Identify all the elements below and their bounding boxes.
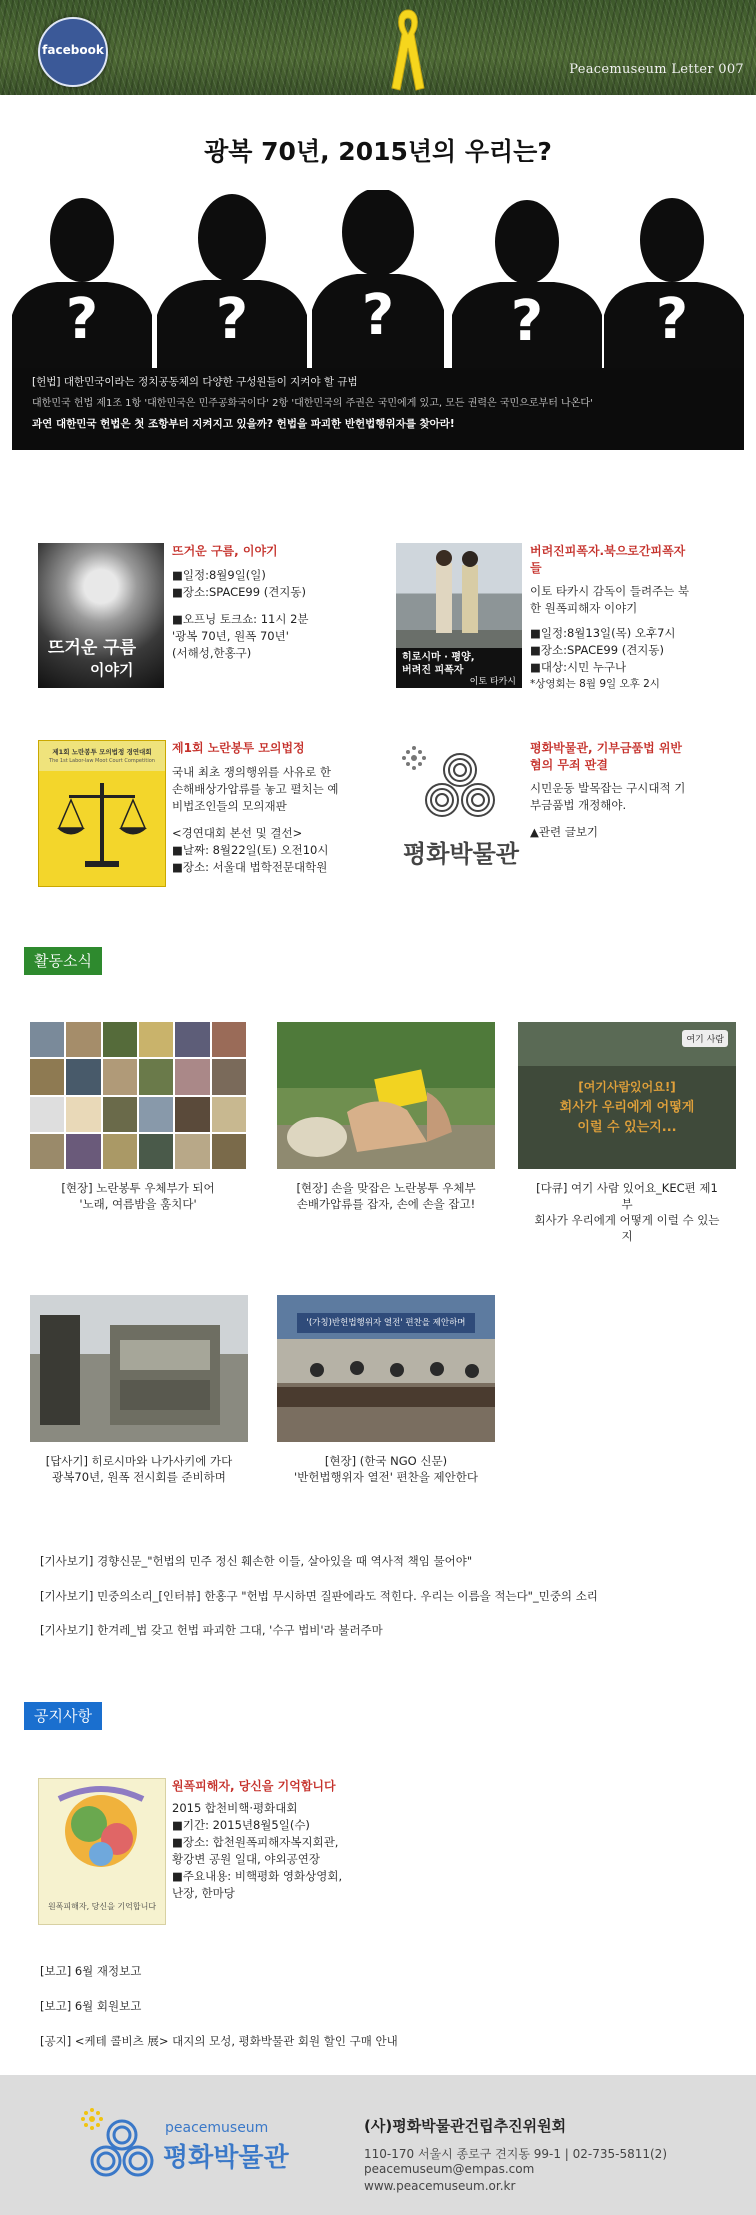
event-title-moot-court[interactable]: 제1회 노란봉투 모의법정 [172,741,305,755]
memorial-stone-photo [30,1295,248,1442]
footer-website[interactable]: www.peacemuseum.or.kr [364,2179,516,2193]
book-label-1: 제1회 노란봉투 모의법정 경연대회 [52,748,152,756]
news-caption-line: 회사가 우리에게 어떻게 이럴 수 있는 [534,1213,720,1227]
news-image-ngo-forum[interactable] [277,1295,495,1442]
forum-banner-text: '(가칭)반헌법행위자 열전' 편찬을 제안하며 [297,1313,475,1333]
footer-org-name: (사)평화박물관건립추진위원회 [364,2117,567,2135]
news-caption-line: [답사기] 히로시마와 나가사키에 가다 [45,1454,233,1468]
event-image-peace-museum-logo[interactable] [398,742,524,882]
event-title-line: 버려진피폭자.북으로간피폭자 [530,544,686,558]
scales-of-justice-icon [39,773,165,883]
news-caption-line: [현장] 노란봉투 우체부가 되어 [61,1181,215,1195]
event-title-hot-cloud[interactable]: 뜨거운 구름, 이야기 [172,544,278,558]
related-article-link[interactable]: ▲관련 글보기 [530,825,599,839]
section-bar-notice: 공지사항 [24,1702,102,1730]
event-detail-line: ■장소:SPACE99 (견지동) [172,585,307,599]
svg-text:?: ? [655,287,689,352]
event-detail-line: ■장소: 서울대 법학전문대학원 [172,860,328,874]
event-details-donation-law [530,780,685,841]
news-caption-1[interactable] [24,1180,252,1212]
event-image-caption-1: 뜨거운 구름 [48,638,137,658]
event-detail-line [172,815,339,825]
event-title-abandoned-victims[interactable] [530,543,730,577]
event-detail-line: ■기간: 2015년8월5일(수) [172,1818,310,1832]
poster-text: 원폭피해자, 당신을 기억합니다 [47,1902,157,1911]
news-caption-line: 지 [621,1229,633,1243]
hero-caption-1: [헌법] 대한민국이라는 정치공동체의 다양한 구성원들이 지켜야 할 규범 [32,376,358,388]
news-caption-line: '반헌법행위자 열전' 편찬을 제안한다 [294,1470,478,1484]
footer [0,2075,756,2215]
event-title-line: 평화박물관, 기부금품법 위반 [530,741,683,755]
event-detail-line: ■일정:8월13일(목) 오후7시 [530,626,676,640]
event-detail-line: 이토 타카시 감독이 들려주는 북 [530,584,690,598]
svg-text:?: ? [510,289,544,354]
event-title-line: 들 [530,561,542,575]
hero-caption-2: 대한민국 헌법 제1조 1항 '대한민국은 민주공화국이다' 2항 '대한민국의 주권은 국민에게 있고, 모든 권력은 국민으로부터 나온다' [32,398,593,409]
section-bar-activity: 활동소식 [24,947,102,975]
news-image-mosaic[interactable] [30,1022,246,1169]
image-text-1: [여기사람있어요!] [578,1080,676,1094]
image-text-3: 이럴 수 있는지... [577,1120,677,1135]
hands-with-envelope-photo [277,1022,495,1169]
event-image-abandoned-victims[interactable] [396,543,522,688]
event-detail-line: 황강변 공원 일대, 야외공연장 [172,1852,320,1866]
footer-address: 110-170 서울시 종로구 견지동 99-1 | 02-735-5811(2) [364,2147,668,2161]
event-detail-line [530,617,689,625]
footer-email[interactable]: peacemuseum@empas.com [364,2162,535,2176]
notice-link-2[interactable]: [보고] 6월 회원보고 [40,1999,142,2013]
hero-caption-3: 과연 대한민국 헌법은 첫 조항부터 지켜지고 있을까? 헌법을 파괴한 반헌법행위자를 찾아라! [32,418,455,430]
book-label-2: The 1st Labor-law Moot Court Competition [49,758,155,764]
event-image-caption-1: 히로시마 · 평양, [402,652,475,663]
event-detail-line: 부금품법 개정해야. [530,798,627,812]
logo-text: 평화박물관 [403,840,519,868]
news-caption-line: 광복70년, 원폭 전시회를 준비하며 [52,1470,226,1484]
event-detail-line: '광복 70년, 원폭 70년' [172,629,289,643]
page-headline: 광복 70년, 2015년의 우리는? [204,137,552,166]
event-details-moot-court [172,764,339,876]
news-caption-line: [다큐] 여기 사람 있어요_KEC편 제1 [536,1181,718,1195]
event-image-caption-3: 이토 타카시 [469,677,516,687]
event-detail-line: ■대상:시민 누구나 [530,660,627,674]
press-link-3[interactable]: [기사보기] 한겨레_법 갖고 헌법 파괴한 그대, '수구 법비'라 불러주마 [40,1623,383,1637]
news-image-holding-hands[interactable] [277,1022,495,1169]
notice-poster-image[interactable] [38,1778,166,1925]
event-detail-line: 한 원폭피해자 이야기 [530,601,638,615]
colorful-illustration [39,1779,165,1889]
event-detail-line: 비법조인들의 모의재판 [172,799,287,813]
peace-museum-footer-logo-icon [80,2107,160,2187]
two-people-photo [396,543,522,648]
event-image-caption-2: 이야기 [90,661,134,679]
footer-logo-en: peacemuseum [165,2120,269,2136]
news-caption-5[interactable] [272,1453,500,1485]
event-detail-line: ■주요내용: 비핵평화 영화상영회, [172,1869,343,1883]
event-detail-line: ■장소: 합천원폭피해자복지회관, [172,1835,339,1849]
footer-logo-ko: 평화박물관 [163,2143,289,2173]
news-image-hiroshima[interactable] [30,1295,248,1442]
news-caption-2[interactable] [272,1180,500,1212]
peace-museum-logo-icon [398,742,524,832]
header-banner [0,0,756,95]
event-detail-line [530,814,685,824]
svg-text:?: ? [65,287,99,352]
event-detail-line: ■날짜: 8월22일(토) 오전10시 [172,843,329,857]
event-detail-line: 난장, 한마당 [172,1886,235,1900]
news-caption-line: [현장] 손을 맞잡은 노란봉투 우체부 [296,1181,476,1195]
svg-text:?: ? [215,287,249,352]
event-detail-line: 손해배상가압류를 놓고 펼치는 예 [172,782,339,796]
facebook-label: facebook [42,43,104,57]
press-link-1[interactable]: [기사보기] 경향신문_"헌법의 민주 정신 훼손한 이들, 살아있을 때 역사적 책임 물어야" [40,1554,473,1568]
news-caption-3[interactable] [512,1180,742,1244]
news-caption-line: [현장] (한국 NGO 신문) [324,1454,448,1468]
image-text-2: 회사가 우리에게 어떻게 [559,1100,695,1115]
event-detail-line: *상영회는 8월 9일 오후 2시 [530,678,660,690]
event-detail-line: 2015 합천비핵·평화대회 [172,1801,298,1815]
notice-event-details [172,1800,342,1902]
image-badge: 여기 사람 [682,1030,728,1047]
notice-event-title[interactable]: 원폭피해자, 당신을 기억합니다 [172,1779,336,1793]
event-detail-line: <경연대회 본선 및 결선> [172,826,303,840]
event-detail-line: ■일정:8월9일(일) [172,568,266,582]
letter-title: Peacemuseum Letter 007 [569,62,744,77]
press-link-2[interactable]: [기사보기] 민중의소리_[인터뷰] 한홍구 "헌법 무시하면 질판에라도 적힌다. 우리는 이름을 적는다"_민중의 소리 [40,1589,598,1603]
event-title-line: 혐의 무죄 판결 [530,758,608,772]
news-image-documentary[interactable] [518,1022,736,1169]
yellow-ribbon-icon [388,4,428,92]
notice-link-1[interactable]: [보고] 6월 재정보고 [40,1964,142,1978]
event-detail-line: ■장소:SPACE99 (견지동) [530,643,665,657]
event-image-caption-2: 버려진 피폭자 [402,665,464,676]
event-image-moot-court[interactable] [38,740,166,887]
event-detail-line [172,601,309,611]
event-detail-line: (서해성,한홍구) [172,646,252,660]
hero-caption-box [12,368,744,450]
event-detail-line: 국내 최초 쟁의행위를 사유로 한 [172,765,332,779]
event-details-abandoned-victims [530,583,689,693]
news-caption-line: 부 [621,1197,633,1211]
event-image-hot-cloud[interactable] [38,543,164,688]
news-caption-line: 손배가압류를 잡자, 손에 손을 잡고! [296,1197,476,1211]
facebook-link[interactable] [38,17,108,87]
news-caption-4[interactable] [24,1453,254,1485]
event-details-hot-cloud [172,567,309,662]
event-title-donation-law[interactable] [530,740,730,774]
news-caption-line: '노래, 여름밤을 훔치다' [79,1197,197,1211]
event-detail-line: ■오프닝 토크쇼: 11시 2분 [172,612,309,626]
notice-link-3[interactable]: [공지] <케테 콜비츠 展> 대지의 모성, 평화박물관 회원 할인 구매 안내 [40,2034,398,2048]
panel-discussion-photo [277,1295,495,1442]
svg-text:?: ? [361,283,395,348]
event-detail-line: 시민운동 발목잡는 구시대적 기 [530,781,686,795]
